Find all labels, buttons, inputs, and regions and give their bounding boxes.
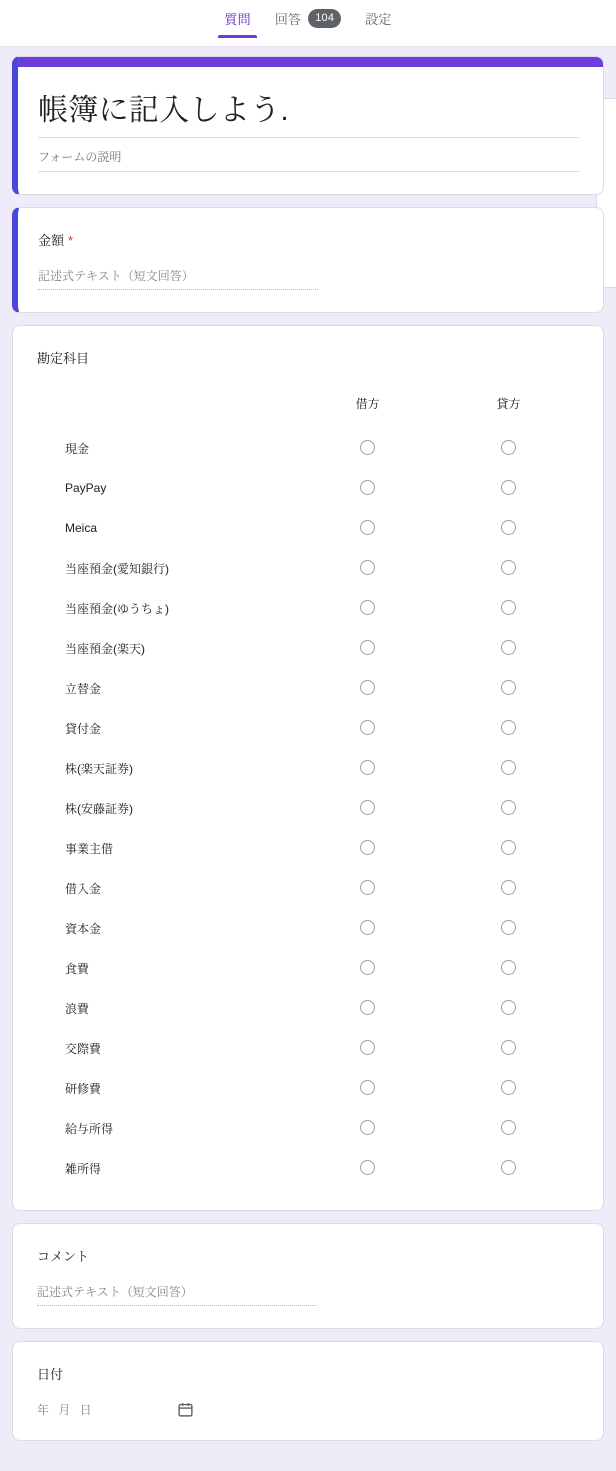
table-row <box>37 948 579 988</box>
account-cell-debit[interactable] <box>297 1028 438 1068</box>
radio-credit[interactable] <box>501 1160 516 1175</box>
account-row-label: 当座預金(楽天) <box>65 641 145 656</box>
account-cell-credit[interactable] <box>438 1108 579 1148</box>
account-grid-col-debit: 借方 <box>355 397 380 411</box>
table-row <box>37 1108 579 1148</box>
account-grid-col-credit: 貸方 <box>496 397 521 411</box>
radio-credit[interactable] <box>501 600 516 615</box>
radio-credit[interactable] <box>501 800 516 815</box>
radio-credit[interactable] <box>501 920 516 935</box>
account-cell-debit[interactable] <box>297 548 438 588</box>
account-grid-body <box>37 428 579 1188</box>
question-card-amount[interactable] <box>12 207 604 313</box>
radio-debit[interactable] <box>360 600 375 615</box>
radio-debit[interactable] <box>360 480 375 495</box>
radio-credit[interactable] <box>501 1040 516 1055</box>
radio-debit[interactable] <box>360 720 375 735</box>
account-cell-debit[interactable] <box>297 908 438 948</box>
account-cell-debit[interactable] <box>297 428 438 468</box>
radio-credit[interactable] <box>501 840 516 855</box>
radio-debit[interactable] <box>360 1120 375 1135</box>
account-cell-credit[interactable] <box>438 708 579 748</box>
question-title-account: 勘定科目 <box>37 351 90 366</box>
tab-settings-label: 設定 <box>365 12 392 27</box>
radio-debit[interactable] <box>360 760 375 775</box>
table-row <box>37 1148 579 1188</box>
radio-debit[interactable] <box>360 560 375 575</box>
radio-credit[interactable] <box>501 1120 516 1135</box>
account-cell-credit[interactable] <box>438 868 579 908</box>
radio-debit[interactable] <box>360 1040 375 1055</box>
question-title-date: 日付 <box>37 1367 64 1382</box>
table-row <box>37 508 579 548</box>
account-grid <box>37 377 579 1188</box>
radio-debit[interactable] <box>360 1160 375 1175</box>
account-cell-credit[interactable] <box>438 468 579 508</box>
account-cell-debit[interactable] <box>297 988 438 1028</box>
account-cell-credit[interactable] <box>438 548 579 588</box>
account-cell-debit[interactable] <box>297 748 438 788</box>
table-row <box>37 628 579 668</box>
radio-debit[interactable] <box>360 680 375 695</box>
question-card-account[interactable] <box>12 325 604 1211</box>
radio-debit[interactable] <box>360 520 375 535</box>
account-cell-credit[interactable] <box>438 828 579 868</box>
radio-credit[interactable] <box>501 960 516 975</box>
account-cell-debit[interactable] <box>297 508 438 548</box>
account-cell-credit[interactable] <box>438 1028 579 1068</box>
account-row-label: 当座預金(愛知銀行) <box>65 561 169 576</box>
account-cell-debit[interactable] <box>297 1148 438 1188</box>
account-row-label: 交際費 <box>65 1041 102 1056</box>
radio-debit[interactable] <box>360 840 375 855</box>
radio-credit[interactable] <box>501 880 516 895</box>
radio-credit[interactable] <box>501 560 516 575</box>
account-row-label: PayPay <box>65 481 107 495</box>
table-row <box>37 1028 579 1068</box>
table-row <box>37 908 579 948</box>
account-cell-credit[interactable] <box>438 1148 579 1188</box>
account-row-label: 現金 <box>65 441 90 456</box>
account-row-label: 株(安藤証券) <box>65 801 133 816</box>
account-cell-credit[interactable] <box>438 668 579 708</box>
radio-debit[interactable] <box>360 960 375 975</box>
account-cell-debit[interactable] <box>297 588 438 628</box>
radio-debit[interactable] <box>360 1000 375 1015</box>
account-cell-debit[interactable] <box>297 828 438 868</box>
account-cell-credit[interactable] <box>438 948 579 988</box>
account-cell-credit[interactable] <box>438 748 579 788</box>
account-row-label: 食費 <box>65 961 90 976</box>
table-row <box>37 708 579 748</box>
account-row-label: 研修費 <box>65 1081 102 1096</box>
responses-count-badge: 104 <box>308 9 341 28</box>
account-row-label: 雑所得 <box>65 1161 102 1176</box>
table-row <box>37 988 579 1028</box>
question-title-amount-text: 金額 <box>38 233 65 248</box>
radio-credit[interactable] <box>501 640 516 655</box>
form-header-stripe <box>18 57 603 67</box>
form-tab-bar <box>0 0 616 46</box>
table-row <box>37 828 579 868</box>
account-row-label: 事業主借 <box>65 841 114 856</box>
account-cell-credit[interactable] <box>438 508 579 548</box>
account-row-label: 立替金 <box>65 681 102 696</box>
account-cell-credit[interactable] <box>438 788 579 828</box>
account-cell-credit[interactable] <box>438 1068 579 1108</box>
tab-questions[interactable] <box>212 0 262 38</box>
account-row-label: 貸付金 <box>65 721 102 736</box>
account-cell-debit[interactable] <box>297 1108 438 1148</box>
tab-responses-label: 回答 <box>274 12 302 27</box>
tab-settings[interactable] <box>353 0 403 38</box>
radio-credit[interactable] <box>501 1000 516 1015</box>
account-cell-debit[interactable] <box>297 628 438 668</box>
question-card-comment[interactable] <box>12 1223 604 1329</box>
radio-credit[interactable] <box>501 720 516 735</box>
radio-debit[interactable] <box>360 440 375 455</box>
question-title-comment: コメント <box>37 1249 90 1264</box>
radio-credit[interactable] <box>501 1080 516 1095</box>
account-row-label: 給与所得 <box>65 1121 114 1136</box>
required-asterisk-amount: * <box>68 233 74 248</box>
table-row <box>37 548 579 588</box>
account-cell-debit[interactable] <box>297 788 438 828</box>
account-cell-debit[interactable] <box>297 708 438 748</box>
radio-credit[interactable] <box>501 520 516 535</box>
question-card-date[interactable] <box>12 1341 604 1441</box>
account-cell-debit[interactable] <box>297 468 438 508</box>
form-editor-body <box>0 46 616 1471</box>
account-row-label: Meica <box>65 521 98 535</box>
form-description[interactable]: フォームの説明 <box>38 138 579 172</box>
radio-debit[interactable] <box>360 800 375 815</box>
account-cell-credit[interactable] <box>438 428 579 468</box>
account-cell-debit[interactable] <box>297 1068 438 1108</box>
account-cell-credit[interactable] <box>438 588 579 628</box>
account-row-label: 資本金 <box>65 921 102 936</box>
form-title[interactable]: 帳簿に記入しよう. <box>38 67 579 138</box>
account-row-label: 浪費 <box>65 1001 90 1016</box>
account-row-label: 借入金 <box>65 881 102 896</box>
radio-debit[interactable] <box>360 920 375 935</box>
table-row <box>37 468 579 508</box>
account-row-label: 当座預金(ゆうちょ) <box>65 601 169 616</box>
radio-credit[interactable] <box>501 480 516 495</box>
form-header-card[interactable] <box>12 56 604 195</box>
table-row <box>37 668 579 708</box>
account-cell-debit[interactable] <box>297 948 438 988</box>
short-answer-placeholder-amount[interactable]: 記述式テキスト（短文回答） <box>38 267 318 290</box>
table-row <box>37 748 579 788</box>
table-row <box>37 428 579 468</box>
date-input-row[interactable] <box>37 1401 579 1418</box>
account-row-label: 株(楽天証券) <box>65 761 133 776</box>
radio-credit[interactable] <box>501 760 516 775</box>
account-cell-debit[interactable] <box>297 668 438 708</box>
question-title-amount <box>38 230 579 249</box>
table-row <box>37 1068 579 1108</box>
account-grid-corner <box>37 377 297 428</box>
radio-credit[interactable] <box>501 440 516 455</box>
account-cell-credit[interactable] <box>438 628 579 668</box>
radio-debit[interactable] <box>360 1080 375 1095</box>
tab-responses[interactable] <box>263 0 353 38</box>
radio-credit[interactable] <box>501 680 516 695</box>
tab-questions-label: 質問 <box>224 12 251 27</box>
account-grid-header-row <box>37 377 579 428</box>
table-row <box>37 588 579 628</box>
account-cell-credit[interactable] <box>438 908 579 948</box>
table-row <box>37 868 579 908</box>
account-cell-debit[interactable] <box>297 868 438 908</box>
radio-debit[interactable] <box>360 640 375 655</box>
calendar-icon[interactable] <box>177 1401 194 1418</box>
radio-debit[interactable] <box>360 880 375 895</box>
date-placeholder: 年 月 日 <box>37 1403 95 1417</box>
account-cell-credit[interactable] <box>438 988 579 1028</box>
table-row <box>37 788 579 828</box>
short-answer-placeholder-comment[interactable]: 記述式テキスト（短文回答） <box>37 1283 317 1306</box>
